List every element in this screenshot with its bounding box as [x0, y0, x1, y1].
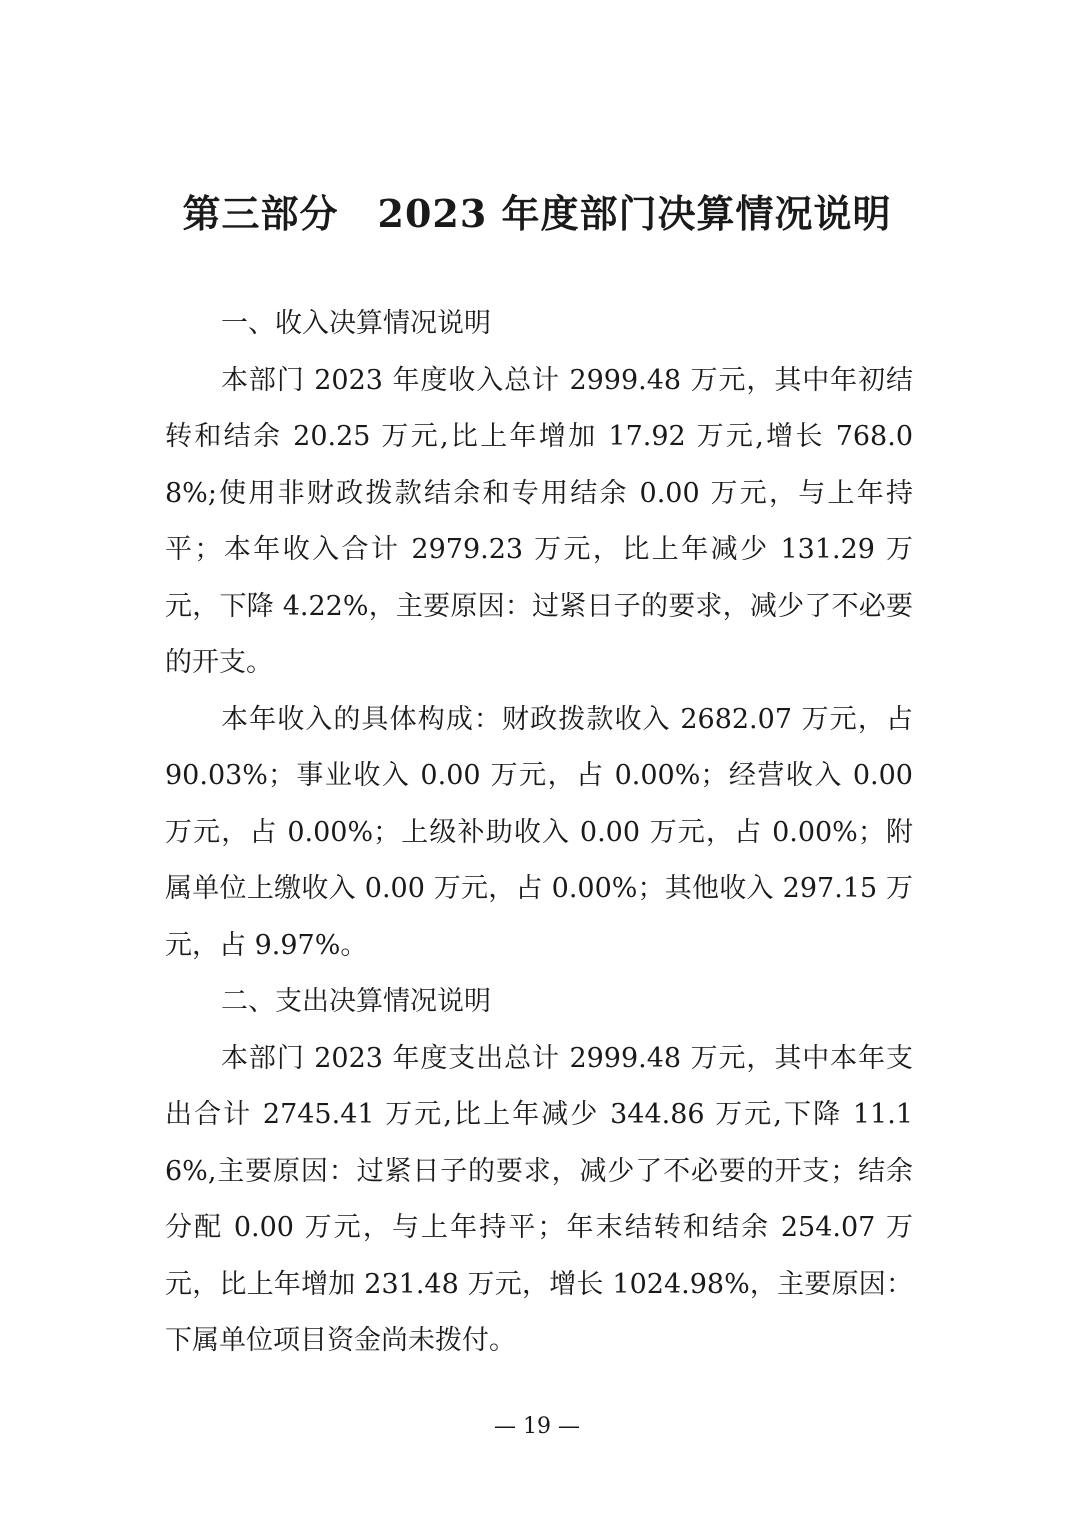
expenditure-summary-paragraph: 本部门 2023 年度支出总计 2999.48 万元，其中本年支出合计 2745.41 万元,比上年减少 344.86 万元,下降 11.16%,主要原因：过紧日子的要求，减少了不必要的开支；结余分配 0.00 万元，与上年持平；年末结转和结余 254.07 万元，比上年增加 231.48 万元，增长 1024.98%，主要原因：下属单位项目资金尚未拨付。	[165, 1042, 913, 1356]
page-number: — 19 —	[494, 1414, 580, 1439]
document-body	[165, 296, 913, 1370]
section-heading-expenditure: 二、支出决算情况说明	[221, 986, 491, 1017]
section-heading-income: 一、收入决算情况说明	[221, 308, 491, 339]
income-summary-paragraph: 本部门 2023 年度收入总计 2999.48 万元，其中年初结转和结余 20.25 万元,比上年增加 17.92 万元,增长 768.08%;使用非财政拨款结余和专用结余 0.00 万元，与上年持平；本年收入合计 2979.23 万元，比上年减少 131.29 万元，下降 4.22%，主要原因：过紧日子的要求，减少了不必要的开支。	[165, 364, 913, 678]
income-composition-paragraph: 本年收入的具体构成：财政拨款收入 2682.07 万元，占 90.03%；事业收入 0.00 万元，占 0.00%；经营收入 0.00 万元，占 0.00%；上级补助收入 0.00 万元，占 0.00%；附属单位上缴收入 0.00 万元，占 0.00%；其他收入 297.15 万元，占 9.97%。	[165, 703, 913, 961]
page-title: 第三部分 2023 年度部门决算情况说明	[182, 191, 892, 236]
